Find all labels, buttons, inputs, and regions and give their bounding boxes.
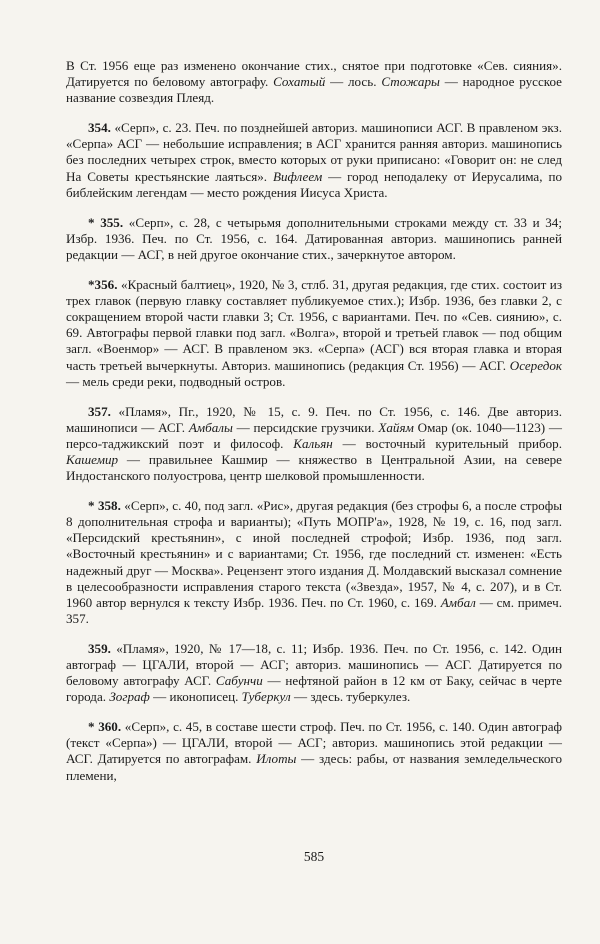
note-number: * 355. <box>88 214 124 230</box>
page-number: 585 <box>303 849 325 864</box>
note-number: *356. <box>88 277 118 293</box>
glossed-term: Туберкул <box>241 689 291 705</box>
note-number: 359. <box>88 640 111 656</box>
note-cont <box>66 58 562 106</box>
note-text: — здесь. туберкулез. <box>290 689 411 705</box>
note-360 <box>66 719 562 783</box>
note-text: — см. примеч. 357. <box>66 594 562 626</box>
note-text: — мель среди реки, подводный остров. <box>66 373 286 389</box>
glossed-term: Вифлеем <box>272 168 323 184</box>
note-356 <box>66 277 562 390</box>
glossed-term: Кашемир <box>66 451 119 467</box>
note-354 <box>66 120 562 200</box>
glossed-term: Сохатый <box>273 74 326 90</box>
note-text: — народное русское название созвездия Плеяд. <box>66 74 562 106</box>
glossed-term: Кальян <box>293 435 333 451</box>
note-text: «Серп», с. 40, под загл. «Рис», другая редакция (без строфы 6, а после строфы 8 дополнительная строфа и варианты); «Путь МОПР'а», 1928, № 19, с. 16, под загл. «Персидский крестьянин», с иной последней строфой; Избр. 1936, под загл. «Восточный крестьянин» и с вариантами; Ст. 1956, где последний ст. изменен: «Есть надежный друг — Москва». Рецензент этого издания Д. Молдавский высказал сомнение в целесообразности исправления старого текста («Звезда», 1957, № 4, с. 207), и в Ст. 1960 автор вернулся к тексту Избр. 1936. Печ. по Ст. 1960, с. 169. <box>66 498 563 610</box>
note-358 <box>66 498 562 627</box>
note-text: «Красный балтиец», 1920, № 3, стлб. 31, другая редакция, где стих. состоит из трех главок (первую главку составляет публикуемое стих.); Избр. 1936, без главки 2, с сокращением второй части главки 3; Ст. 1956, с вариантами. Печ. по «Сев. сиянию», с. 69. Автографы первой главки под загл. «Волга», второй и третьей главок — под общим загл. «Военмор» — АСГ. В правленом экз. «Серпа» (АСГ) вся вторая главка и вторая часть третьей вычеркнуты. Авториз. машинопись (редакция Ст. 1956) — АСГ. <box>66 277 562 373</box>
note-355 <box>66 215 562 263</box>
glossed-term: Амбал <box>440 594 476 610</box>
note-number: 357. <box>88 403 111 419</box>
note-text: «Серп», с. 28, с четырьмя дополнительными строками между ст. 33 и 34; Избр. 1936. Печ. по Ст. 1956, с. 164. Датированная авториз. машинопись ранней редакции — АСГ, в ней другое окончание стих., зачеркнутое автором. <box>66 214 562 262</box>
note-359 <box>66 641 562 705</box>
note-text: — восточный курительный прибор. <box>332 435 563 451</box>
glossed-term: Стожары <box>381 74 440 90</box>
note-text: — персидские грузчики. <box>232 419 379 435</box>
note-text: Омар (ок. 1040—1123) — персо-таджикский поэт и философ. <box>66 419 562 451</box>
note-text: — нефтяной район в 12 км от Баку, сейчас в черте города. <box>66 673 562 705</box>
note-text: — город неподалеку от Иерусалима, по библейским легендам — место рождения Иисуса Христа. <box>66 168 562 200</box>
glossed-term: Илоты <box>256 751 297 767</box>
note-number: * 360. <box>88 719 122 735</box>
glossed-term: Хайям <box>378 419 414 435</box>
note-text: — лось. <box>325 74 382 90</box>
glossed-term: Осередок <box>509 357 562 373</box>
note-text: — здесь: рабы, от названия земледельческого племени, <box>66 751 562 783</box>
note-text: «Серп», с. 45, в составе шести строф. Печ. по Ст. 1956, с. 140. Один автограф (текст «Серпа») — ЦГАЛИ, второй — АСГ; авториз. машинопись этой редакции — АСГ. Датируется по автографам. <box>66 719 562 767</box>
glossed-term: Сабунчи <box>215 673 263 689</box>
note-number: * 358. <box>88 498 121 514</box>
note-357 <box>66 404 562 484</box>
note-number: 354. <box>88 120 111 136</box>
note-text: — правильнее Кашмир — княжество в Центральной Азии, на севере Индостанского полуострова, центр шелковой промышленности. <box>66 451 562 484</box>
glossed-term: Зограф <box>109 689 150 705</box>
note-text: «Пламя», 1920, № 17—18, с. 11; Избр. 1936. Печ. по Ст. 1956, с. 142. Один автограф — ЦГАЛИ, второй — АСГ; авториз. машинопись — АСГ. Датируется по беловому автографу АСГ. <box>66 640 562 689</box>
note-text: В Ст. 1956 еще раз изменено окончание стих., снятое при подготовке «Сев. сияния». Датируется по беловому автографу. <box>66 58 562 90</box>
note-text: — иконописец. <box>149 689 242 705</box>
notes-column <box>66 58 562 784</box>
note-text: «Пламя», Пг., 1920, № 15, с. 9. Печ. по Ст. 1956, с. 146. Две авториз. машинописи — АСГ. <box>66 403 562 435</box>
note-text: «Серп», с. 23. Печ. по позднейшей авториз. машинописи АСГ. В правленом экз. «Серпа» АСГ — небольшие исправления; в АСГ хранится ранняя авториз. машинопись без последних четырех строк, вместо которых от руки приписано: «Говорит он: не след На Советы крестьянские лаяться». <box>66 120 562 184</box>
glossed-term: Амбалы <box>188 419 233 435</box>
